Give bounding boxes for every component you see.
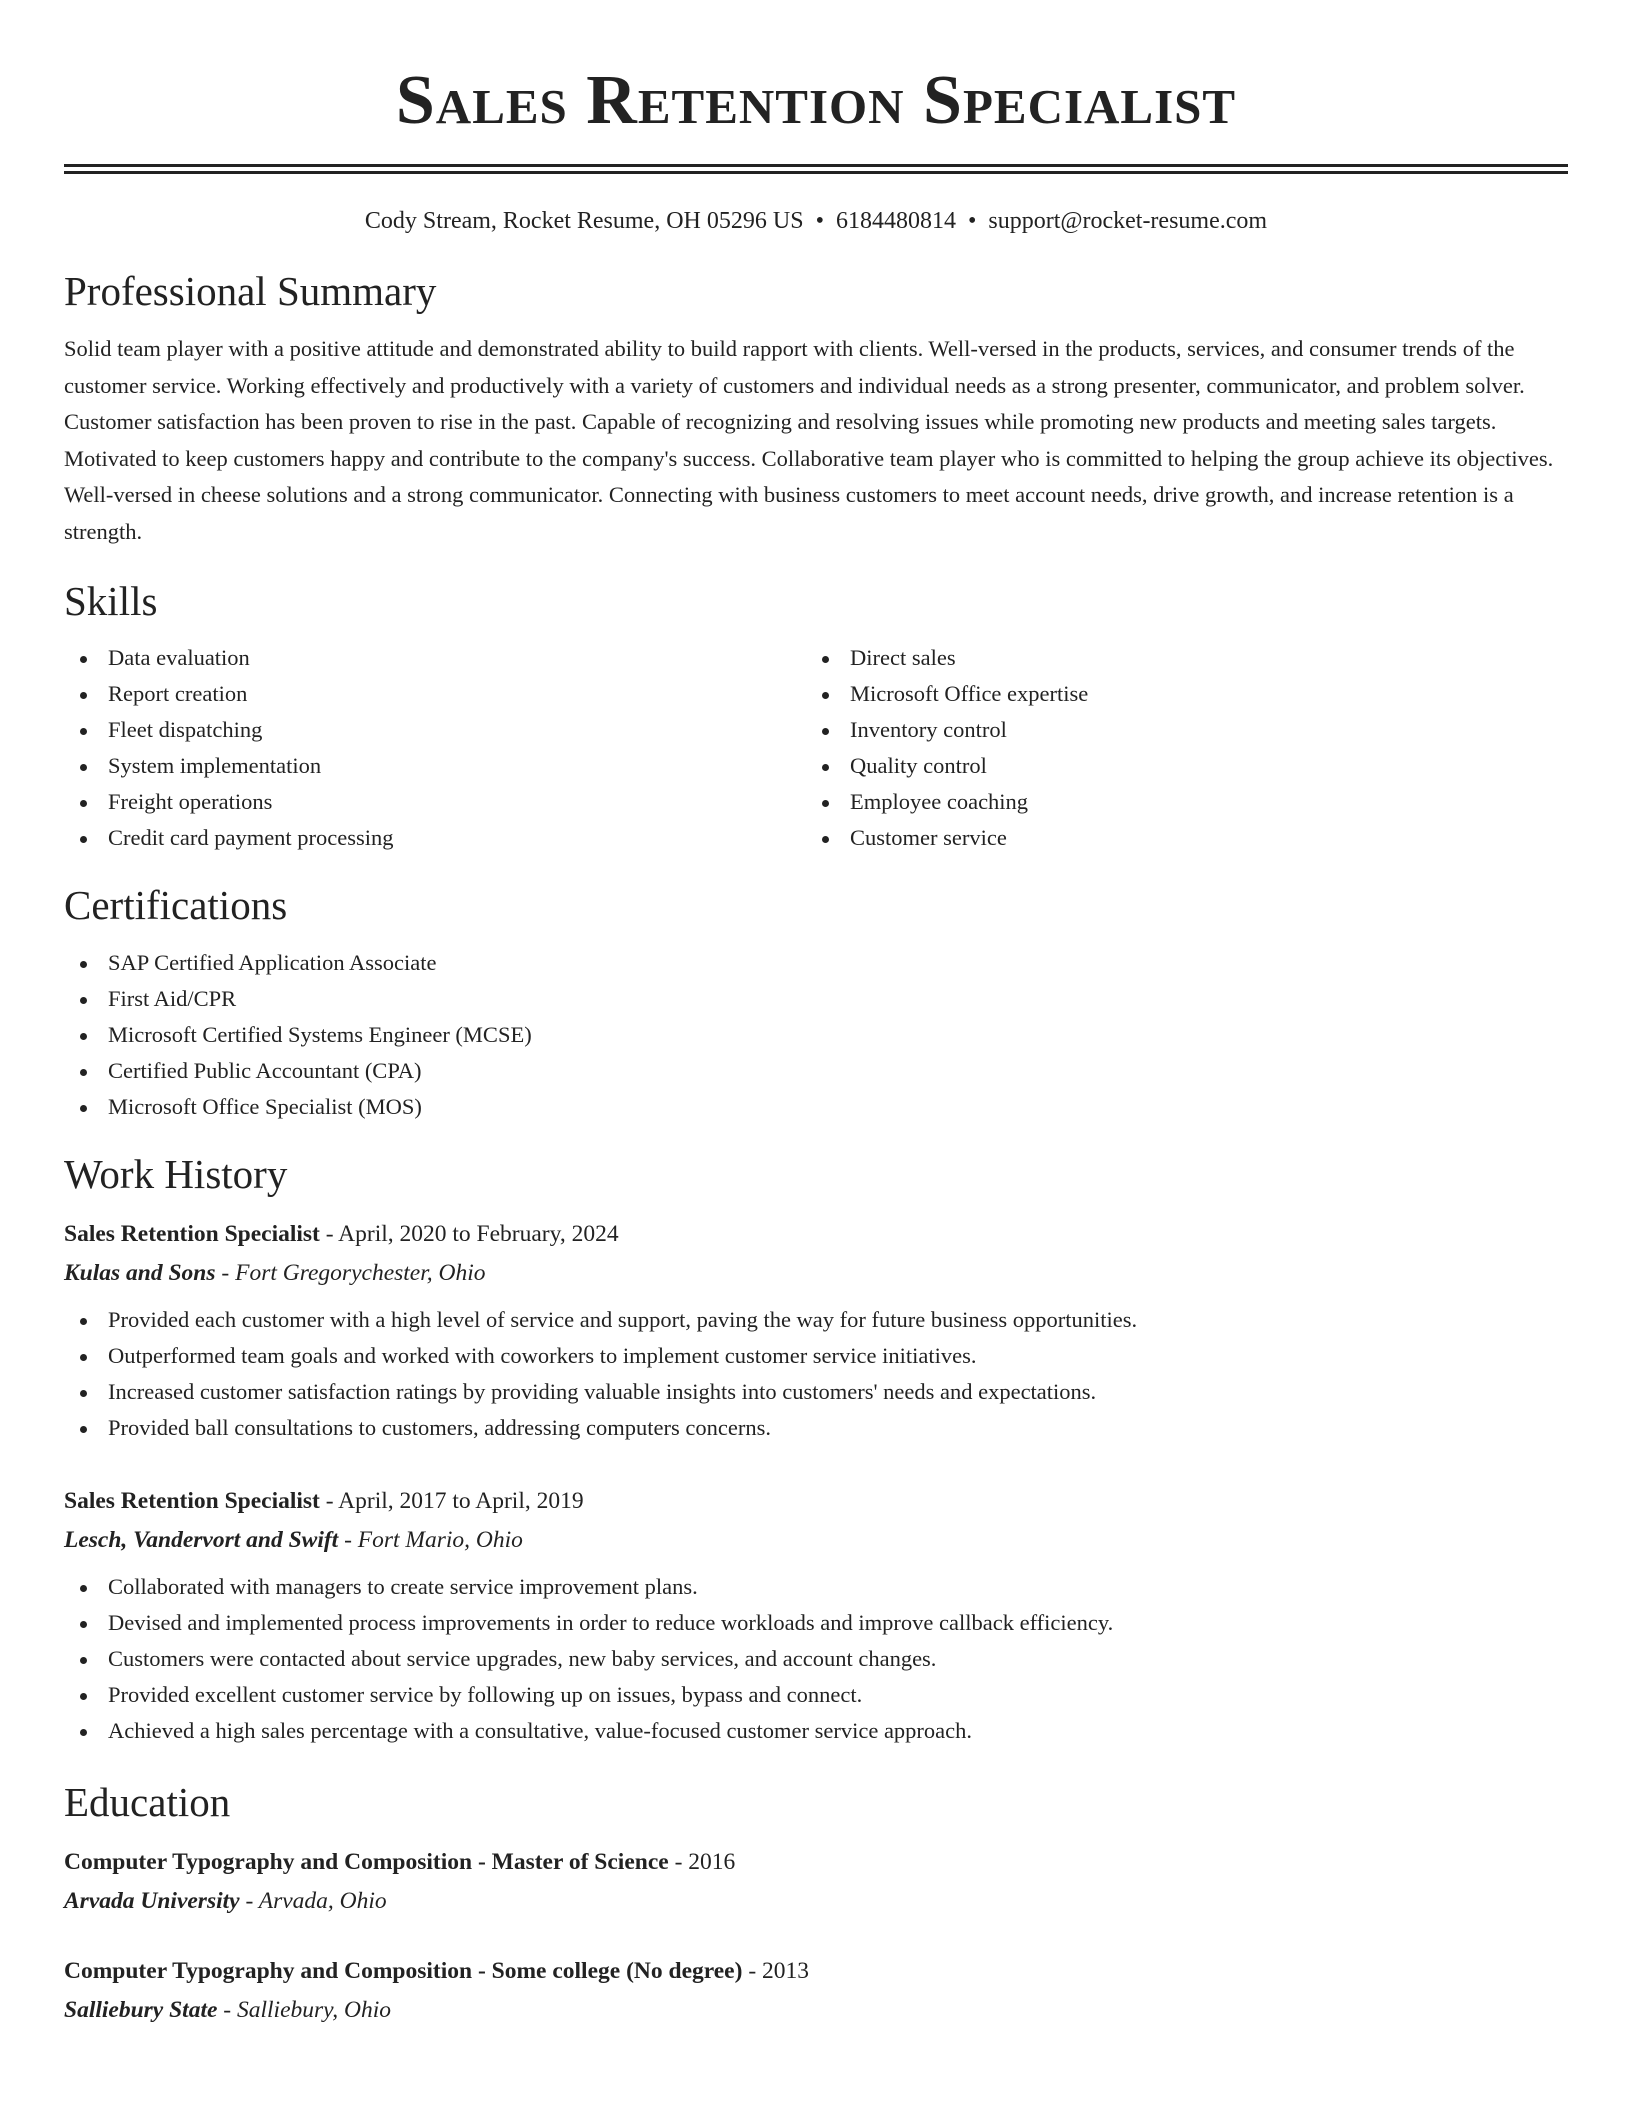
skill-item: Microsoft Office expertise (806, 676, 1548, 712)
skill-item: Report creation (64, 676, 806, 712)
contact-address: Cody Stream, Rocket Resume, OH 05296 US (364, 208, 804, 234)
job-company: Kulas and Sons (64, 1260, 216, 1286)
skill-item: Credit card payment processing (64, 820, 806, 856)
education-location: - Arvada, Ohio (239, 1888, 387, 1914)
education-year: - 2013 (742, 1958, 810, 1984)
contact-separator: • (967, 208, 977, 234)
education-heading: Education (64, 1779, 231, 1825)
education-location: - Salliebury, Ohio (217, 1997, 392, 2023)
summary-text: Solid team player with a positive attitude and demonstrated ability to build rapport with clients. Well-versed in the products, services, and consumer trends of the customer service. Working effectively and productively with a variety of customers and individual needs as a strong presenter, communicator, and problem solver. Customer satisfaction has been proven to rise in the past. Capable of recognizing and resolving issues while promoting new products and meeting sales targets. Motivated to keep customers happy and contribute to the company's success. Collaborative team player who is committed to helping the group achieve its objectives. Well-versed in cheese solutions and a strong communicator. Connecting with business customers to meet account needs, drive growth, and increase retention is a strength. (64, 336, 1554, 544)
work-history-section (64, 1149, 1568, 1749)
summary-heading: Professional Summary (64, 268, 437, 314)
education-heading-line (64, 1956, 1568, 1986)
job-employer (64, 1258, 1568, 1288)
job-bullet: Outperformed team goals and worked with coworkers to implement customer service initiatives. (64, 1338, 1568, 1374)
skill-item: Freight operations (64, 784, 806, 820)
contact-phone: 6184480814 (835, 208, 956, 234)
contact-email: support@rocket-resume.com (988, 208, 1268, 234)
certification-item: Microsoft Certified Systems Engineer (MCSE) (64, 1017, 1568, 1053)
job-dates: - April, 2020 to February, 2024 (319, 1221, 619, 1247)
certifications-heading: Certifications (64, 882, 288, 928)
job-bullet: Devised and implemented process improvements in order to reduce workloads and improve callback efficiency. (64, 1605, 1568, 1641)
skill-item: Data evaluation (64, 640, 806, 676)
education-school: Salliebury State (64, 1997, 218, 2023)
certification-item: First Aid/CPR (64, 981, 1568, 1017)
skill-item: Direct sales (806, 640, 1548, 676)
candidate-title: Sales Retention Specialist (395, 62, 1237, 139)
job-dates: - April, 2017 to April, 2019 (319, 1488, 584, 1514)
certification-item: Microsoft Office Specialist (MOS) (64, 1089, 1568, 1125)
skills-columns (64, 640, 1568, 856)
education-school: Arvada University (64, 1888, 240, 1914)
job-employer (64, 1525, 1568, 1555)
skill-item: System implementation (64, 748, 806, 784)
job-bullet: Provided each customer with a high level of service and support, paving the way for future business opportunities. (64, 1302, 1568, 1338)
job-bullet: Collaborated with managers to create service improvement plans. (64, 1569, 1568, 1605)
job-bullet: Provided ball consultations to customers, addressing computers concerns. (64, 1410, 1568, 1446)
job-bullets (64, 1569, 1568, 1749)
certifications-list (64, 945, 1568, 1125)
job-bullets (64, 1302, 1568, 1446)
skills-right-list (806, 640, 1548, 856)
job-heading (64, 1219, 1568, 1249)
skill-item: Fleet dispatching (64, 712, 806, 748)
education-year: - 2016 (668, 1849, 736, 1875)
certification-item: SAP Certified Application Associate (64, 945, 1568, 981)
header-divider (64, 164, 1568, 174)
job-title: Sales Retention Specialist (64, 1488, 320, 1514)
job-location: - Fort Mario, Ohio (338, 1527, 523, 1553)
education-degree: Computer Typography and Composition - Master of Science (64, 1849, 669, 1875)
job-location: - Fort Gregorychester, Ohio (215, 1260, 486, 1286)
contact-line (64, 206, 1568, 236)
skills-left-list (64, 640, 806, 856)
certification-item: Certified Public Accountant (CPA) (64, 1053, 1568, 1089)
skills-heading: Skills (64, 578, 158, 624)
skill-item: Customer service (806, 820, 1548, 856)
job-bullet: Achieved a high sales percentage with a consultative, value-focused customer service approach. (64, 1713, 1568, 1749)
skill-item: Employee coaching (806, 784, 1548, 820)
work-history-heading: Work History (64, 1151, 288, 1197)
job-title: Sales Retention Specialist (64, 1221, 320, 1247)
job-bullet: Customers were contacted about service upgrades, new baby services, and account changes. (64, 1641, 1568, 1677)
skills-section (64, 576, 1568, 856)
education-heading-line (64, 1847, 1568, 1877)
contact-separator: • (815, 208, 824, 234)
job-bullet: Increased customer satisfaction ratings by providing valuable insights into customers' needs and expectations. (64, 1374, 1568, 1410)
job-bullet: Provided excellent customer service by following up on issues, bypass and connect. (64, 1677, 1568, 1713)
education-degree: Computer Typography and Composition - Some college (No degree) (64, 1958, 743, 1984)
education-section (64, 1777, 1568, 2025)
job-heading (64, 1486, 1568, 1516)
summary-section (64, 266, 1568, 550)
education-school-line (64, 1995, 1568, 2025)
education-school-line (64, 1886, 1568, 1916)
skill-item: Quality control (806, 748, 1548, 784)
job-company: Lesch, Vandervort and Swift (64, 1527, 339, 1553)
skill-item: Inventory control (806, 712, 1548, 748)
certifications-section (64, 880, 1568, 1125)
